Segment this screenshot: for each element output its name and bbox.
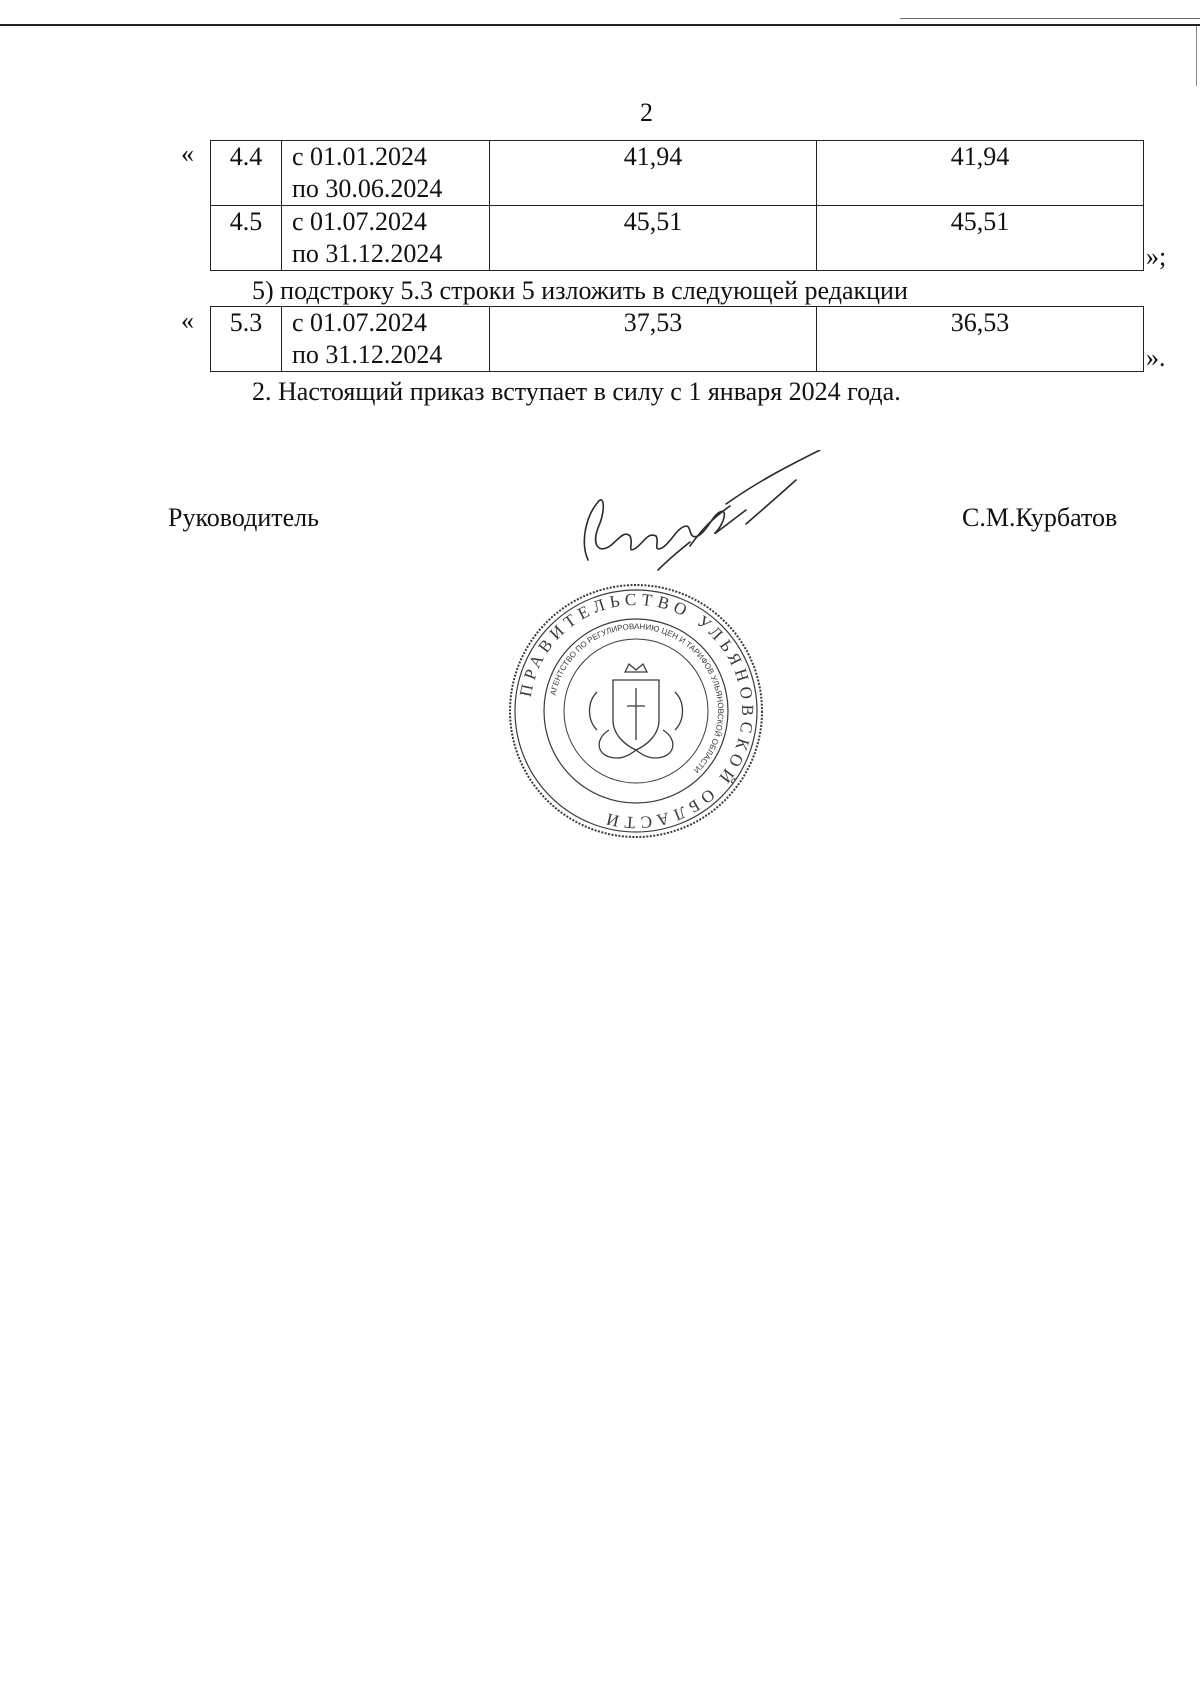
period-to: по 30.06.2024 — [292, 174, 443, 203]
stamp-inner-text: АГЕНТСТВО ПО РЕГУЛИРОВАНИЮ ЦЕН И ТАРИФОВ УЛЬЯНОВСКОЙ ОБЛАСТИ — [548, 621, 726, 775]
paragraph-item-2: 2. Настоящий приказ вступает в силу с 1 января 2024 года. — [252, 377, 901, 406]
period-from: с 01.01.2024 — [292, 142, 428, 171]
period-cell — [282, 206, 490, 271]
table-b-open-quote: « — [181, 306, 194, 335]
row-number-cell — [211, 206, 282, 271]
coat-of-arms-emblem — [590, 664, 683, 758]
value-cell-2 — [817, 141, 1144, 206]
value-cell-1 — [490, 307, 817, 372]
row-number-cell — [211, 307, 282, 372]
row-number: 4.5 — [229, 207, 263, 236]
period-cell — [282, 141, 490, 206]
table-row — [211, 307, 1144, 372]
value-2: 41,94 — [950, 142, 1010, 171]
value-cell-1 — [490, 206, 817, 271]
row-number: 4.4 — [229, 142, 263, 171]
row-number-cell — [211, 141, 282, 206]
table-b-close-quote: ». — [1146, 343, 1166, 372]
period-to: по 31.12.2024 — [292, 340, 443, 369]
period-cell — [282, 307, 490, 372]
signatory-name: С.М.Курбатов — [962, 503, 1118, 532]
official-round-stamp — [505, 580, 767, 842]
period-from: с 01.07.2024 — [292, 207, 428, 236]
tariff-table-a — [210, 140, 1144, 271]
top-border-line — [0, 24, 1200, 26]
table-a-close-quote: »; — [1146, 242, 1167, 271]
right-scan-line — [1196, 26, 1197, 86]
value-cell-2 — [817, 206, 1144, 271]
period-to: по 31.12.2024 — [292, 239, 443, 268]
paragraph-item-5: 5) подстроку 5.3 строки 5 изложить в следующей редакции — [252, 276, 908, 305]
page-number: 2 — [640, 98, 653, 127]
top-right-scan-line — [900, 18, 1200, 19]
value-1: 37,53 — [623, 308, 683, 337]
tariff-table-b — [210, 306, 1144, 372]
value-1: 41,94 — [623, 142, 683, 171]
handwritten-signature — [540, 450, 840, 590]
period-from: с 01.07.2024 — [292, 308, 428, 337]
signatory-role: Руководитель — [168, 503, 319, 532]
table-row — [211, 141, 1144, 206]
value-1: 45,51 — [623, 207, 683, 236]
row-number: 5.3 — [229, 308, 263, 337]
table-row — [211, 206, 1144, 271]
value-cell-1 — [490, 141, 817, 206]
table-a-open-quote: « — [181, 139, 194, 168]
value-2: 45,51 — [950, 207, 1010, 236]
value-2: 36,53 — [950, 308, 1010, 337]
stamp-outer-text: ПРАВИТЕЛЬСТВО УЛЬЯНОВСКОЙ ОБЛАСТИ — [515, 589, 758, 833]
value-cell-2 — [817, 307, 1144, 372]
